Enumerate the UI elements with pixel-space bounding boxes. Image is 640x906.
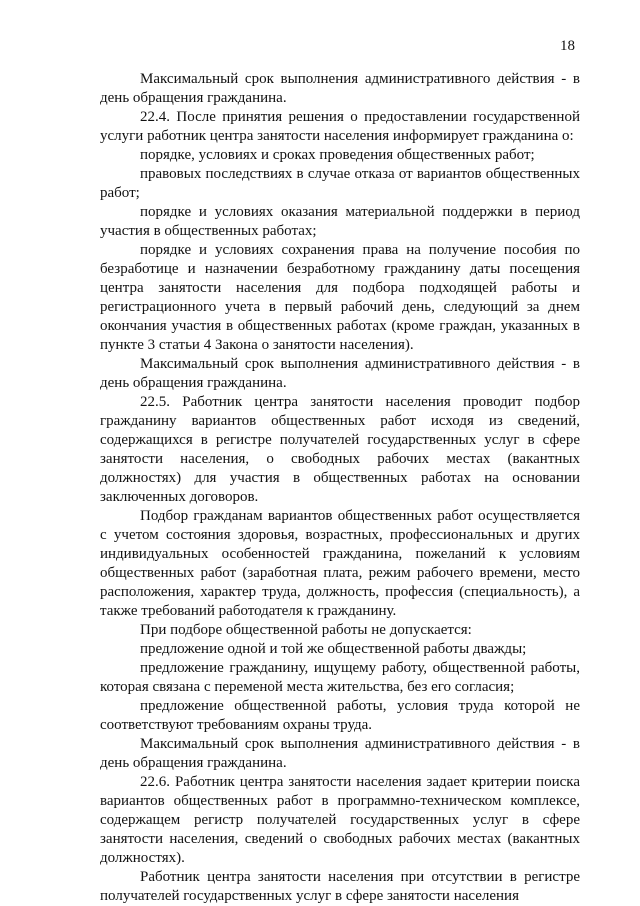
paragraph: Максимальный срок выполнения административного действия - в день обращения гражданина. [100, 356, 580, 391]
paragraph: При подборе общественной работы не допускается: [140, 622, 472, 638]
paragraph: Подбор гражданам вариантов общественных работ осуществляется с учетом состояния здоровья, возрастных, профессиональных и других индивидуальных особенностей гражданина, пожеланий к условиям общественных работ (заработная плата, режим рабочего времени, место расположения, характер труда, должность, профессия (специальность), а также требований работодателя к гражданину. [100, 508, 580, 619]
paragraph: 22.5. Работник центра занятости населения проводит подбор гражданину вариантов общественных работ исходя из сведений, содержащихся в регистре получателей государственных услуг в сфере занятости населения, о свободных рабочих местах (вакантных должностях) для участия в общественных работах на основании заключенных договоров. [100, 394, 580, 505]
paragraph: предложение одной и той же общественной работы дважды; [140, 641, 527, 657]
paragraph: предложение гражданину, ищущему работу, общественной работы, которая связана с переменой места жительства, без его согласия; [100, 660, 580, 695]
paragraph: 22.4. После принятия решения о предоставлении государственной услуги работник центра занятости населения информирует гражданина о: [100, 109, 580, 144]
paragraph: Работник центра занятости населения при отсутствии в регистре получателей государственных услуг в сфере занятости населения [100, 869, 580, 904]
paragraph: 22.6. Работник центра занятости населения задает критерии поиска вариантов общественных работ в программно-техническом комплексе, содержащем регистр получателей государственных услуг в сфере занятости населения, сведений о свободных рабочих местах (вакантных должностях). [100, 774, 580, 866]
paragraph: порядке, условиях и сроках проведения общественных работ; [140, 147, 535, 163]
paragraph: порядке и условиях оказания материальной поддержки в период участия в общественных работах; [100, 204, 580, 239]
paragraph: правовых последствиях в случае отказа от вариантов общественных работ; [100, 166, 580, 201]
paragraph: порядке и условиях сохранения права на получение пособия по безработице и назначении безработному гражданину даты посещения центра занятости населения для подбора подходящей работы и регистрационного учета в первый рабочий день, следующий за днем окончания участия в общественных работах (кроме граждан, указанных в пункте 3 статьи 4 Закона о занятости населения). [100, 242, 580, 353]
paragraph: Максимальный срок выполнения административного действия - в день обращения гражданина. [100, 71, 580, 106]
document-body [100, 70, 580, 906]
paragraph: предложение общественной работы, условия труда которой не соответствуют требованиям охраны труда. [100, 698, 580, 733]
paragraph: Максимальный срок выполнения административного действия - в день обращения гражданина. [100, 736, 580, 771]
page-number: 18 [560, 38, 575, 54]
